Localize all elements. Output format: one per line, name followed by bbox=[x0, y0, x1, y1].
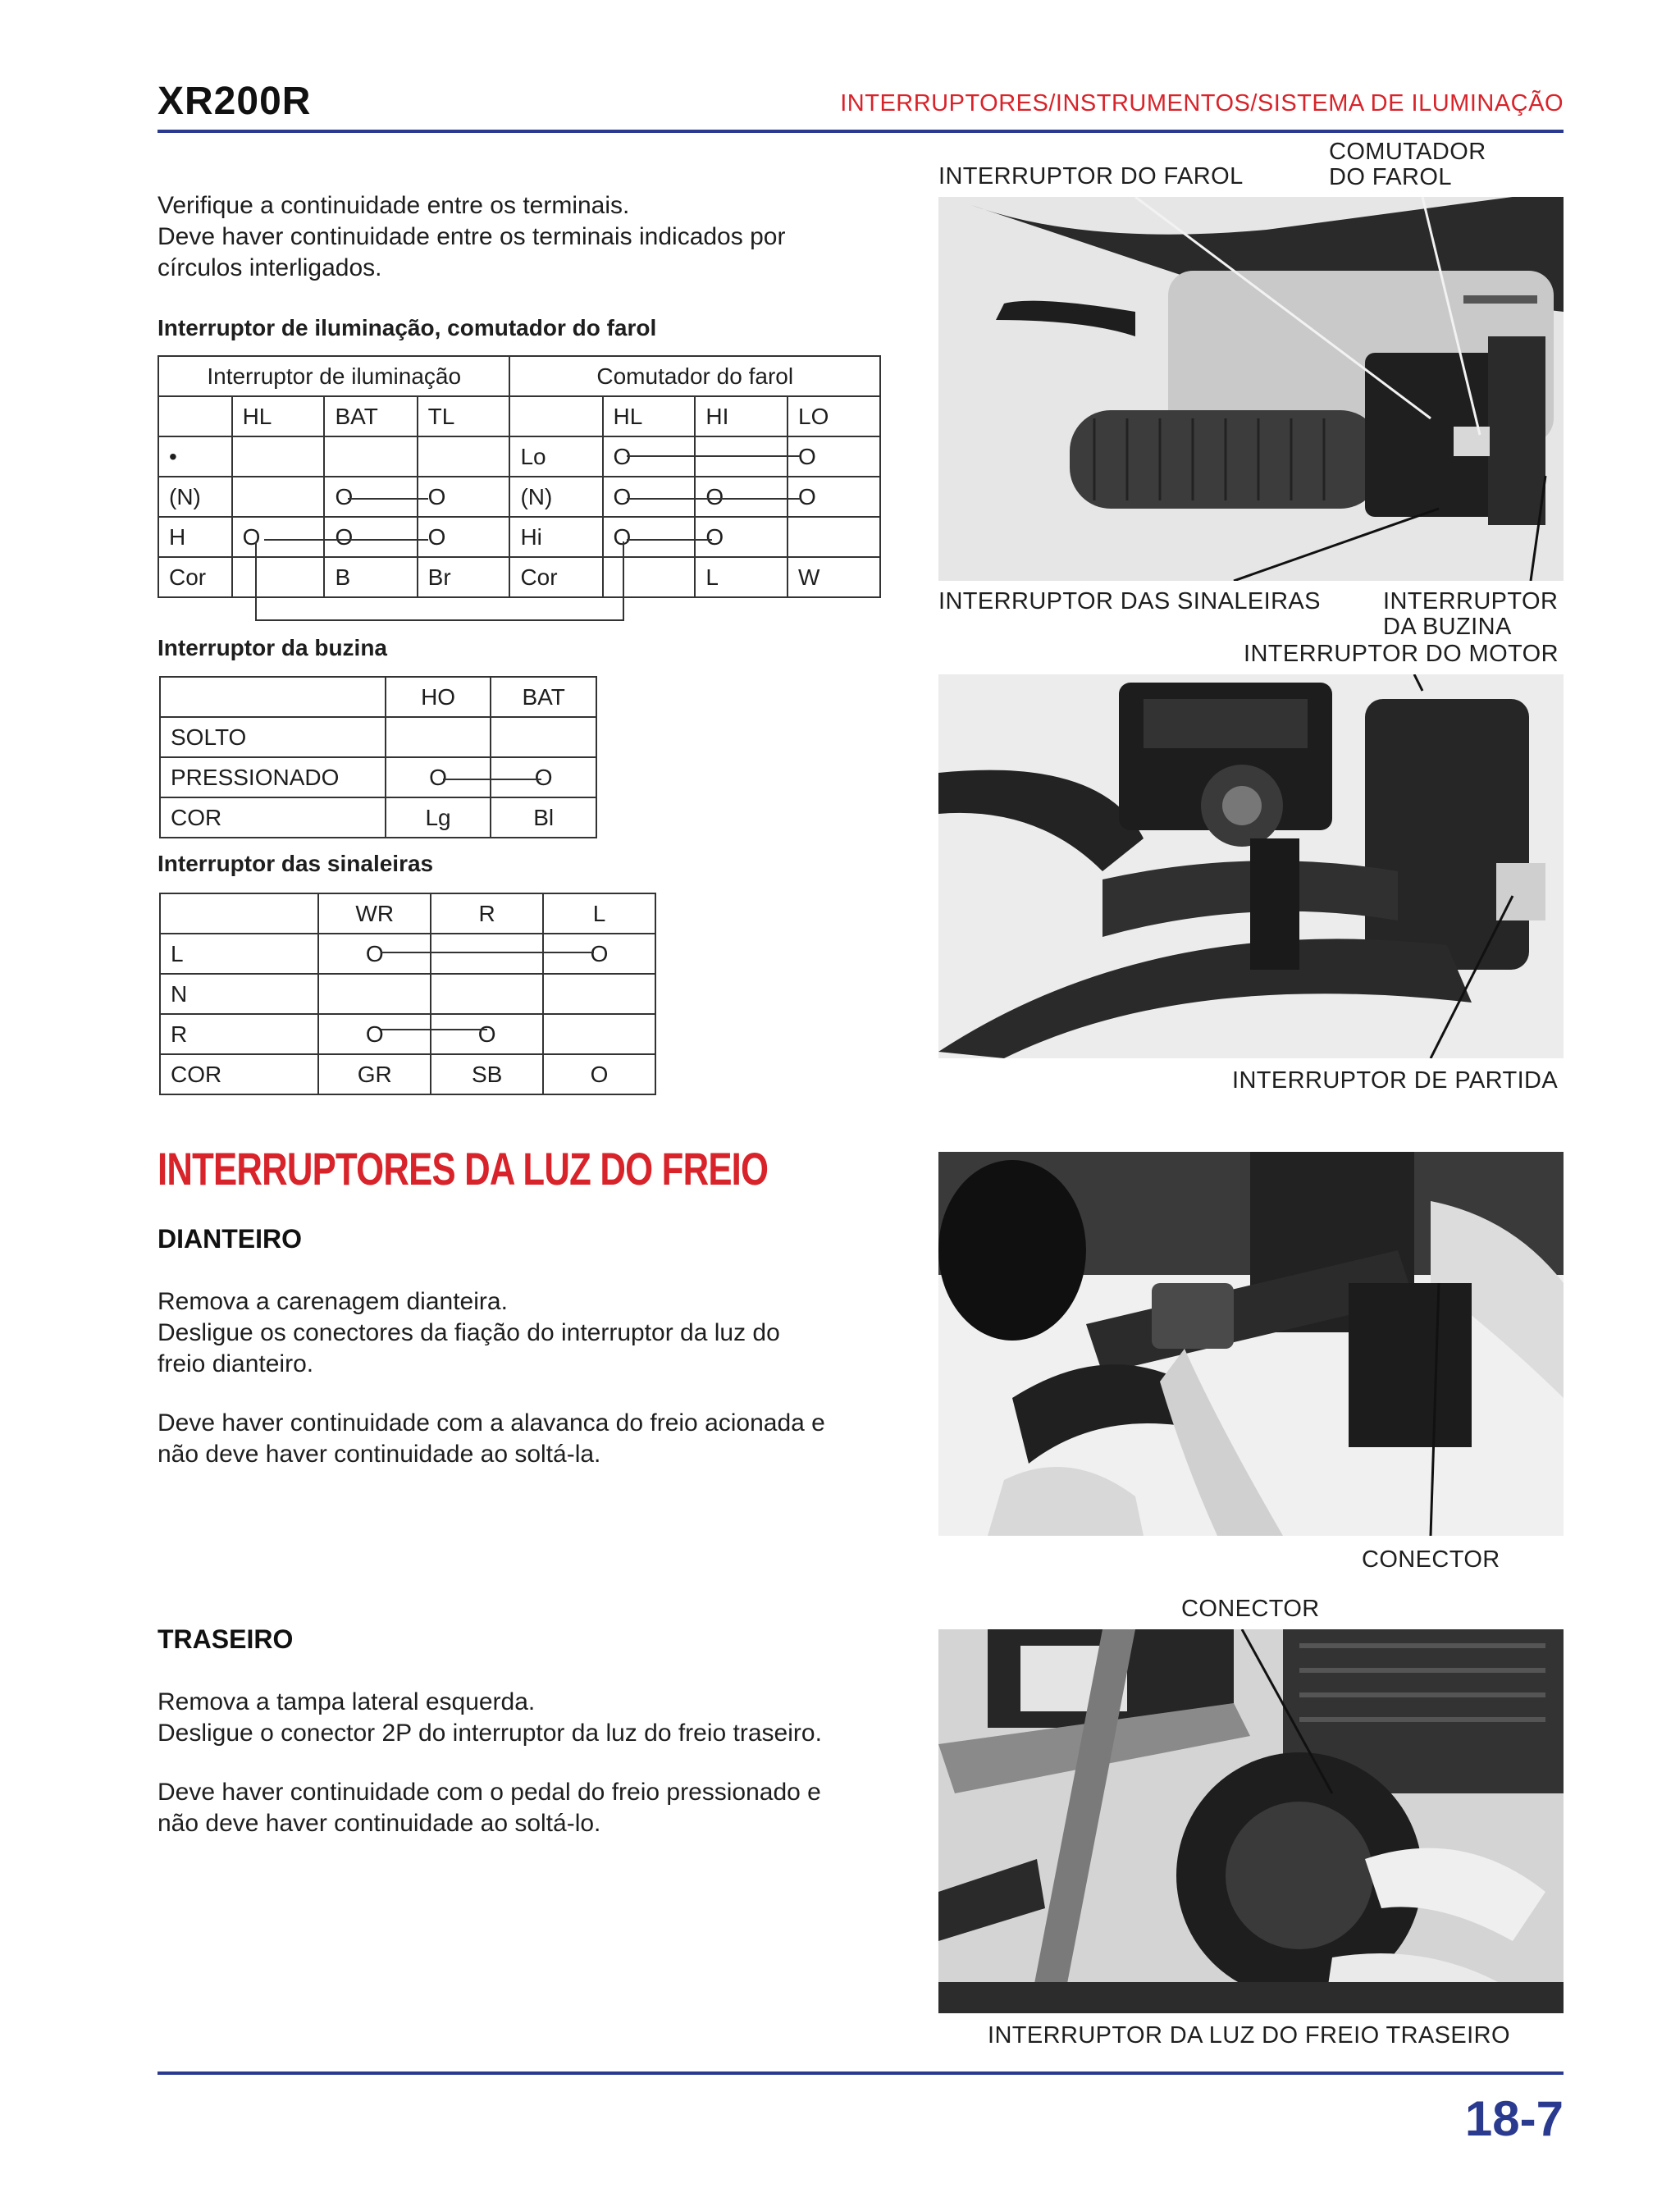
row-label: R bbox=[160, 1014, 318, 1054]
continuity-circle: O bbox=[695, 517, 788, 557]
col-header: HO bbox=[386, 677, 491, 717]
continuity-circle: O bbox=[418, 477, 510, 517]
col-header: BAT bbox=[491, 677, 596, 717]
row-label: Hi bbox=[509, 517, 602, 557]
continuity-circle: O bbox=[543, 934, 655, 974]
caption-starter-switch: INTERRUPTOR DE PARTIDA bbox=[1232, 1067, 1559, 1094]
intro-text: Verifique a continuidade entre os terminais. Deve haver continuidade entre os terminais indicados por círculos interligados. bbox=[158, 192, 786, 281]
photo-rear-brake-connector bbox=[938, 1629, 1564, 2013]
row-label: Lo bbox=[509, 436, 602, 477]
col-header: WR bbox=[318, 893, 431, 934]
row-label: L bbox=[160, 934, 318, 974]
row-label: SOLTO bbox=[160, 717, 386, 757]
wire-color: O bbox=[543, 1054, 655, 1094]
row-label: Cor bbox=[158, 557, 232, 597]
wire-color: GR bbox=[318, 1054, 431, 1094]
row-label: (N) bbox=[158, 477, 232, 517]
col-header: R bbox=[431, 893, 543, 934]
front-heading: DIANTEIRO bbox=[158, 1224, 302, 1254]
wire-color: Bl bbox=[491, 797, 596, 838]
continuity-circle: O bbox=[232, 517, 325, 557]
wire-color: SB bbox=[431, 1054, 543, 1094]
col-header: HL bbox=[232, 396, 325, 436]
caption-dimmer-switch: COMUTADOR DO FAROL bbox=[1329, 139, 1486, 190]
col-header: HL bbox=[603, 396, 696, 436]
horn-connection-line bbox=[443, 775, 550, 783]
continuity-circle: O bbox=[324, 477, 417, 517]
row-label: N bbox=[160, 974, 318, 1014]
lighting-group-header: Interruptor de iluminação bbox=[158, 356, 509, 396]
caption-engine-switch: INTERRUPTOR DO MOTOR bbox=[1244, 641, 1559, 667]
caption-turn-switch: INTERRUPTOR DAS SINALEIRAS bbox=[938, 588, 1321, 614]
rear-continuity-text: Deve haver continuidade com o pedal do freio pressionado e não deve haver continuidade ao soltá-lo. bbox=[158, 1779, 821, 1837]
model-title: XR200R bbox=[158, 80, 312, 123]
col-header: L bbox=[543, 893, 655, 934]
turn-connection-lines bbox=[369, 948, 607, 1038]
front-continuity-text: Deve haver continuidade com a alavanca do freio acionada e não deve haver continuidade ao soltá-la. bbox=[158, 1409, 825, 1468]
photo-starter-switch bbox=[938, 674, 1564, 1058]
turn-table-title: Interruptor das sinaleiras bbox=[158, 851, 434, 876]
front-instructions: Remova a carenagem dianteira. Desligue os conectores da fiação do interruptor da luz do freio dianteiro. bbox=[158, 1288, 780, 1377]
continuity-circle: O bbox=[695, 477, 788, 517]
row-label: H bbox=[158, 517, 232, 557]
continuity-circle: O bbox=[788, 436, 880, 477]
continuity-circle: O bbox=[603, 436, 696, 477]
row-label: COR bbox=[160, 1054, 318, 1094]
header-rule bbox=[158, 130, 1564, 133]
horn-table-title: Interruptor da buzina bbox=[158, 635, 387, 660]
horn-switch-table bbox=[159, 676, 597, 838]
caption-horn-switch: INTERRUPTOR DA BUZINA bbox=[1383, 588, 1559, 640]
wire-color: L bbox=[695, 557, 788, 597]
wire-color: Br bbox=[418, 557, 510, 597]
footer-rule bbox=[158, 2072, 1564, 2075]
wire-color: Lg bbox=[386, 797, 491, 838]
lighting-table-title: Interruptor de iluminação, comutador do farol bbox=[158, 315, 657, 340]
continuity-circle: O bbox=[603, 517, 696, 557]
lighting-connection-lines bbox=[158, 443, 896, 632]
caption-rear-brake-switch: INTERRUPTOR DA LUZ DO FREIO TRASEIRO bbox=[988, 2022, 1510, 2049]
dimmer-group-header: Comutador do farol bbox=[509, 356, 880, 396]
col-header: TL bbox=[418, 396, 510, 436]
wire-color: W bbox=[788, 557, 880, 597]
continuity-circle: O bbox=[431, 1014, 543, 1054]
continuity-circle: O bbox=[491, 757, 596, 797]
row-label: • bbox=[158, 436, 232, 477]
continuity-circle: O bbox=[324, 517, 417, 557]
col-header: HI bbox=[695, 396, 788, 436]
caption-connector-rear: CONECTOR bbox=[1181, 1596, 1320, 1622]
photo-handlebar-switch bbox=[938, 197, 1564, 581]
section-title: INTERRUPTORES/INSTRUMENTOS/SISTEMA DE ILUMINAÇÃO bbox=[840, 90, 1564, 116]
brake-section-title: INTERRUPTORES DA LUZ DO FREIO bbox=[158, 1143, 769, 1194]
continuity-circle: O bbox=[418, 517, 510, 557]
rear-instructions: Remova a tampa lateral esquerda. Desligue o conector 2P do interruptor da luz do freio traseiro. bbox=[158, 1688, 822, 1747]
continuity-circle: O bbox=[603, 477, 696, 517]
continuity-circle: O bbox=[318, 934, 431, 974]
continuity-circle: O bbox=[386, 757, 491, 797]
col-header: LO bbox=[788, 396, 880, 436]
row-label: (N) bbox=[509, 477, 602, 517]
page-number: 18-7 bbox=[1464, 2091, 1564, 2146]
continuity-circle: O bbox=[318, 1014, 431, 1054]
row-label: PRESSIONADO bbox=[160, 757, 386, 797]
continuity-circle: O bbox=[788, 477, 880, 517]
col-header: BAT bbox=[324, 396, 417, 436]
row-label: Cor bbox=[509, 557, 602, 597]
caption-connector-front: CONECTOR bbox=[1362, 1546, 1500, 1573]
photo-front-brake-connector bbox=[938, 1152, 1564, 1536]
caption-headlight-switch: INTERRUPTOR DO FAROL bbox=[938, 163, 1244, 190]
row-label: COR bbox=[160, 797, 386, 838]
wire-color: B bbox=[324, 557, 417, 597]
rear-heading: TRASEIRO bbox=[158, 1624, 294, 1654]
